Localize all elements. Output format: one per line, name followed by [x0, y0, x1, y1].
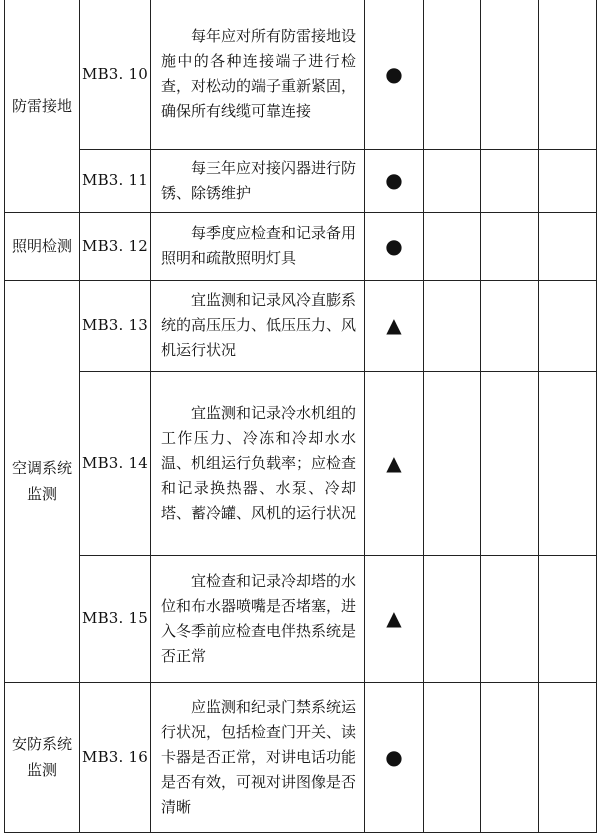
empty-cell — [424, 682, 481, 832]
empty-cell — [539, 682, 597, 832]
empty-cell — [539, 280, 597, 371]
empty-cell — [539, 0, 597, 149]
item-code: MB3. 16 — [80, 682, 151, 832]
item-code: MB3. 13 — [80, 280, 151, 371]
requirement-mark: ▲ — [365, 371, 424, 555]
table-row — [5, 149, 597, 212]
empty-cell — [539, 371, 597, 555]
item-description: 宜监测和记录冷水机组的工作压力、冷冻和冷却水水温、机组运行负载率；应检查和记录换热器、水泵、冷却塔、蓄冷罐、风机的运行状况 — [151, 371, 365, 555]
empty-cell — [424, 212, 481, 280]
table-row — [5, 280, 597, 371]
empty-cell — [539, 212, 597, 280]
empty-cell — [424, 0, 481, 149]
category-cell: 照明检测 — [5, 212, 80, 280]
empty-cell — [424, 149, 481, 212]
category-cell: 防雷接地 — [5, 0, 80, 212]
requirement-mark: ▲ — [365, 555, 424, 682]
item-code: MB3. 12 — [80, 212, 151, 280]
item-description: 应监测和纪录门禁系统运行状况，包括检查门开关、读卡器是否正常，对讲电话功能是否有效，可视对讲图像是否清晰 — [151, 682, 365, 832]
empty-cell — [539, 149, 597, 212]
empty-cell — [424, 371, 481, 555]
item-description: 每三年应对接闪器进行防锈、除锈维护 — [151, 149, 365, 212]
item-code: MB3. 14 — [80, 371, 151, 555]
empty-cell — [481, 212, 539, 280]
item-description: 每年应对所有防雷接地设施中的各种连接端子进行检查，对松动的端子重新紧固，确保所有线缆可靠连接 — [151, 0, 365, 149]
table-row — [5, 212, 597, 280]
requirement-mark: ● — [365, 682, 424, 832]
category-cell: 安防系统监测 — [5, 682, 80, 832]
category-cell: 空调系统监测 — [5, 280, 80, 682]
empty-cell — [481, 0, 539, 149]
requirement-mark: ● — [365, 149, 424, 212]
requirement-mark: ● — [365, 212, 424, 280]
empty-cell — [424, 280, 481, 371]
item-description: 宜监测和记录风冷直膨系统的高压压力、低压压力、风机运行状况 — [151, 280, 365, 371]
table-row — [5, 555, 597, 682]
item-code: MB3. 10 — [80, 0, 151, 149]
requirement-mark: ● — [365, 0, 424, 149]
item-description: 每季度应检查和记录备用照明和疏散照明灯具 — [151, 212, 365, 280]
item-code: MB3. 15 — [80, 555, 151, 682]
item-code: MB3. 11 — [80, 149, 151, 212]
empty-cell — [481, 682, 539, 832]
empty-cell — [539, 555, 597, 682]
maintenance-table — [4, 0, 597, 833]
table-row — [5, 371, 597, 555]
empty-cell — [481, 371, 539, 555]
empty-cell — [481, 280, 539, 371]
table-row — [5, 0, 597, 149]
empty-cell — [481, 555, 539, 682]
item-description: 宜检查和记录冷却塔的水位和布水器喷嘴是否堵塞，进入冬季前应检查电伴热系统是否正常 — [151, 555, 365, 682]
empty-cell — [481, 149, 539, 212]
empty-cell — [424, 555, 481, 682]
table-row — [5, 682, 597, 832]
requirement-mark: ▲ — [365, 280, 424, 371]
